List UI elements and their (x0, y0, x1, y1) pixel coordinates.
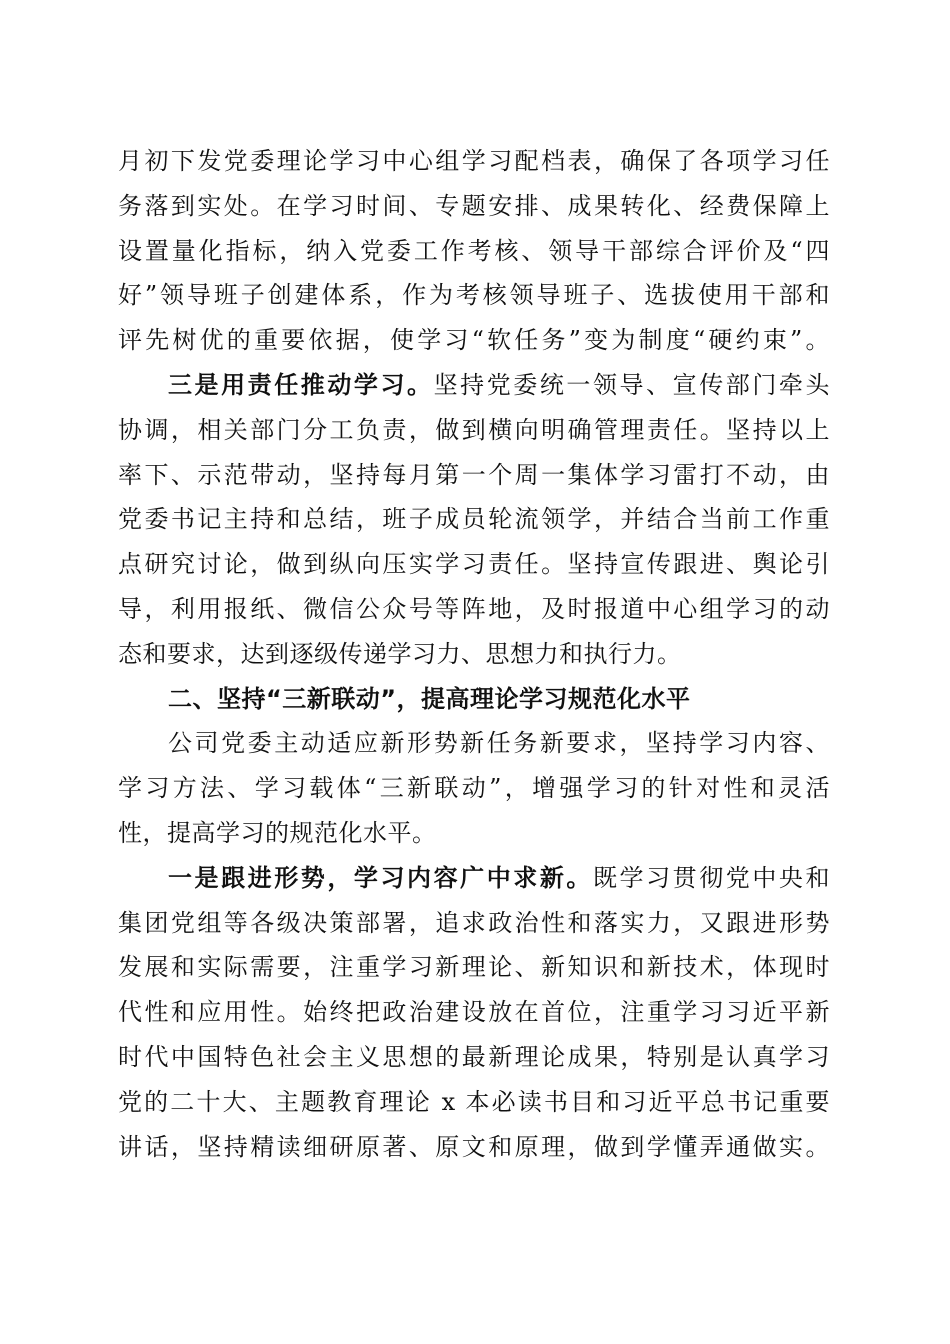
text-line: 评先树优的重要依据，使学习“软任务”变为制度“硬约束”。 (118, 326, 830, 355)
text-line: 导，利用报纸、微信公众号等阵地，及时报道中心组学习的动 (118, 594, 830, 623)
section-heading: 二、坚持“三新联动”，提高理论学习规范化水平 (168, 684, 691, 713)
paragraph-responsibility (118, 363, 830, 677)
text-line: 党委书记主持和总结，班子成员轮流领学，并结合当前工作重 (118, 505, 830, 534)
text-span: 既学习贯彻党中央和 (593, 863, 830, 892)
text-line: 公司党委主动适应新形势新任务新要求，坚持学习内容、 (168, 729, 830, 758)
document-body (118, 139, 830, 1169)
paragraph-lead-phrase: 一是跟进形势，学习内容广中求新。 (168, 863, 593, 892)
text-line: 好”领导班子创建体系，作为考核领导班子、选拔使用干部和 (118, 281, 830, 310)
text-line: 学习方法、学习载体“三新联动”，增强学习的针对性和灵活 (118, 774, 830, 803)
text-line (118, 856, 830, 901)
text-line: 发展和实际需要，注重学习新理论、新知识和新技术，体现时 (118, 953, 830, 982)
paragraph-content (118, 856, 830, 1170)
text-line: 率下、示范带动，坚持每月第一个周一集体学习雷打不动，由 (118, 460, 830, 489)
text-line (118, 363, 830, 408)
text-line: 点研究讨论，做到纵向压实学习责任。坚持宣传跟进、舆论引 (118, 550, 830, 579)
paragraph-intro (118, 721, 830, 855)
text-line: 时代中国特色社会主义思想的最新理论成果，特别是认真学习 (118, 1042, 830, 1071)
text-span: 坚持党委统一领导、宣传部门牵头 (433, 370, 830, 399)
text-line: 党的二十大、主题教育理论 x 本必读书目和习近平总书记重要 (118, 1087, 830, 1116)
text-line: 集团党组等各级决策部署，追求政治性和落实力，又跟进形势 (118, 908, 830, 937)
text-line: 讲话，坚持精读细研原著、原文和原理，做到学懂弄通做实。 (118, 1132, 830, 1161)
text-line: 务落到实处。在学习时间、专题安排、成果转化、经费保障上 (118, 191, 830, 220)
text-line: 协调，相关部门分工负责，做到横向明确管理责任。坚持以上 (118, 415, 830, 444)
paragraph-continuation (118, 139, 830, 363)
text-line: 性，提高学习的规范化水平。 (118, 818, 437, 847)
text-line: 态和要求，达到逐级传递学习力、思想力和执行力。 (118, 639, 682, 668)
text-line: 设置量化指标，纳入党委工作考核、领导干部综合评价及“四 (118, 236, 830, 265)
text-line: 月初下发党委理论学习中心组学习配档表，确保了各项学习任 (118, 147, 830, 175)
text-line: 代性和应用性。始终把政治建设放在首位，注重学习习近平新 (118, 998, 830, 1027)
paragraph-lead-phrase: 三是用责任推动学习。 (168, 370, 434, 399)
